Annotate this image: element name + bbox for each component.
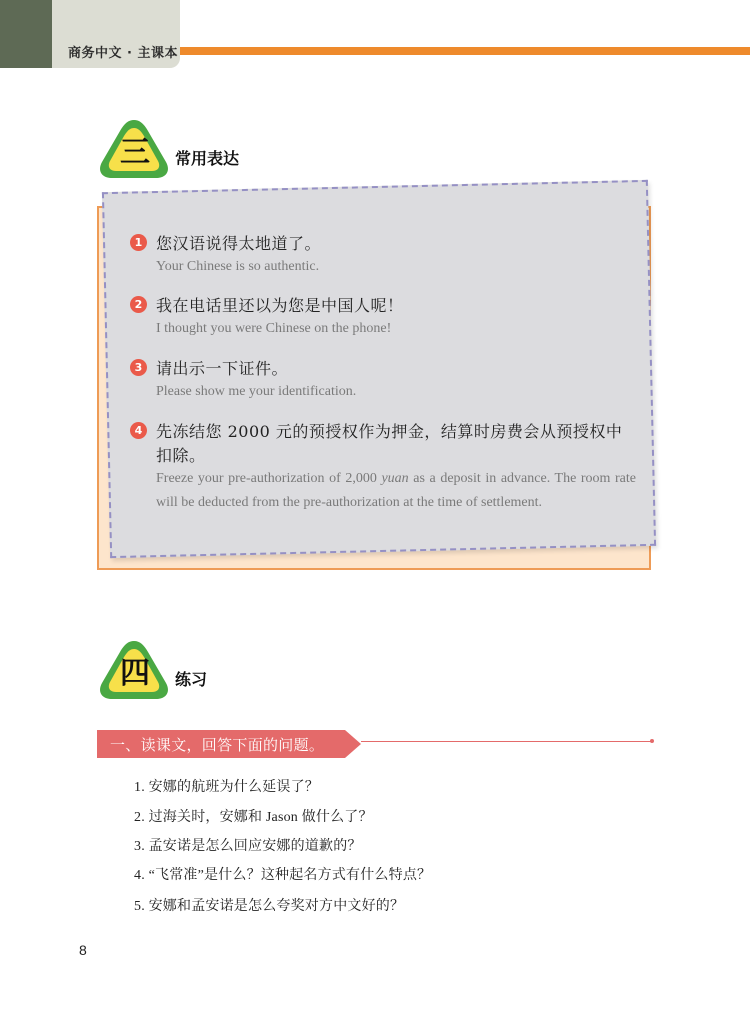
expression-zh: 先冻结您 2000 元的预授权作为押金，结算时房费会从预授权中扣除。 bbox=[156, 422, 623, 465]
expression-en-italic: yuan bbox=[381, 471, 409, 486]
exercise-heading: 一、读课文，回答下面的问题。 bbox=[110, 736, 325, 754]
question-item: 5. 安娜和孟安诺是怎么夸奖对方中文好的？ bbox=[134, 899, 405, 914]
expression-en bbox=[156, 467, 636, 515]
expression-en-part: as a deposit in advance. The room rate will be deducted from the pre-authorization at the time of settlement. bbox=[156, 471, 636, 510]
expression-en-part: Freeze your pre-authorization of 2,000 bbox=[156, 471, 382, 486]
expression-item-3 bbox=[130, 357, 635, 405]
exercise-rule-end-dot bbox=[650, 739, 654, 743]
section-3-badge bbox=[96, 116, 172, 182]
number-marker-icon: 1 bbox=[130, 234, 147, 251]
header-orange-rule bbox=[180, 47, 750, 55]
question-item: 4. “飞常准”是什么？这种起名方式有什么特点？ bbox=[134, 868, 432, 883]
question-item: 3. 孟安诺是怎么回应安娜的道歉的？ bbox=[134, 839, 362, 854]
number-marker-icon: 4 bbox=[130, 422, 147, 439]
number-marker-icon: 2 bbox=[130, 296, 147, 313]
expression-en: Your Chinese is so authentic. bbox=[156, 259, 320, 274]
expression-zh: 请出示一下证件。 bbox=[156, 359, 289, 378]
book-title: 商务中文 · 主课本 bbox=[68, 46, 178, 61]
expression-en: I thought you were Chinese on the phone! bbox=[156, 321, 392, 336]
section-3-badge-label: 三 bbox=[120, 135, 150, 170]
expression-item-1 bbox=[130, 232, 635, 280]
expression-item-2 bbox=[130, 294, 635, 342]
question-item: 1. 安娜的航班为什么延误了？ bbox=[134, 780, 319, 795]
exercise-rule bbox=[361, 741, 653, 742]
section-4-title: 练习 bbox=[175, 670, 208, 689]
expression-en: Please show me your identification. bbox=[156, 384, 357, 399]
number-marker-icon: 3 bbox=[130, 359, 147, 376]
section-3-title: 常用表达 bbox=[175, 149, 240, 168]
section-4-badge bbox=[96, 637, 172, 703]
page-number: 8 bbox=[79, 942, 87, 958]
expression-item-4 bbox=[130, 420, 635, 544]
expression-zh: 我在电话里还以为您是中国人呢！ bbox=[156, 296, 404, 315]
header-green-block bbox=[0, 0, 52, 68]
expression-zh: 您汉语说得太地道了。 bbox=[156, 234, 322, 253]
question-item: 2. 过海关时，安娜和 Jason 做什么了？ bbox=[134, 810, 373, 825]
section-4-badge-label: 四 bbox=[120, 656, 150, 691]
